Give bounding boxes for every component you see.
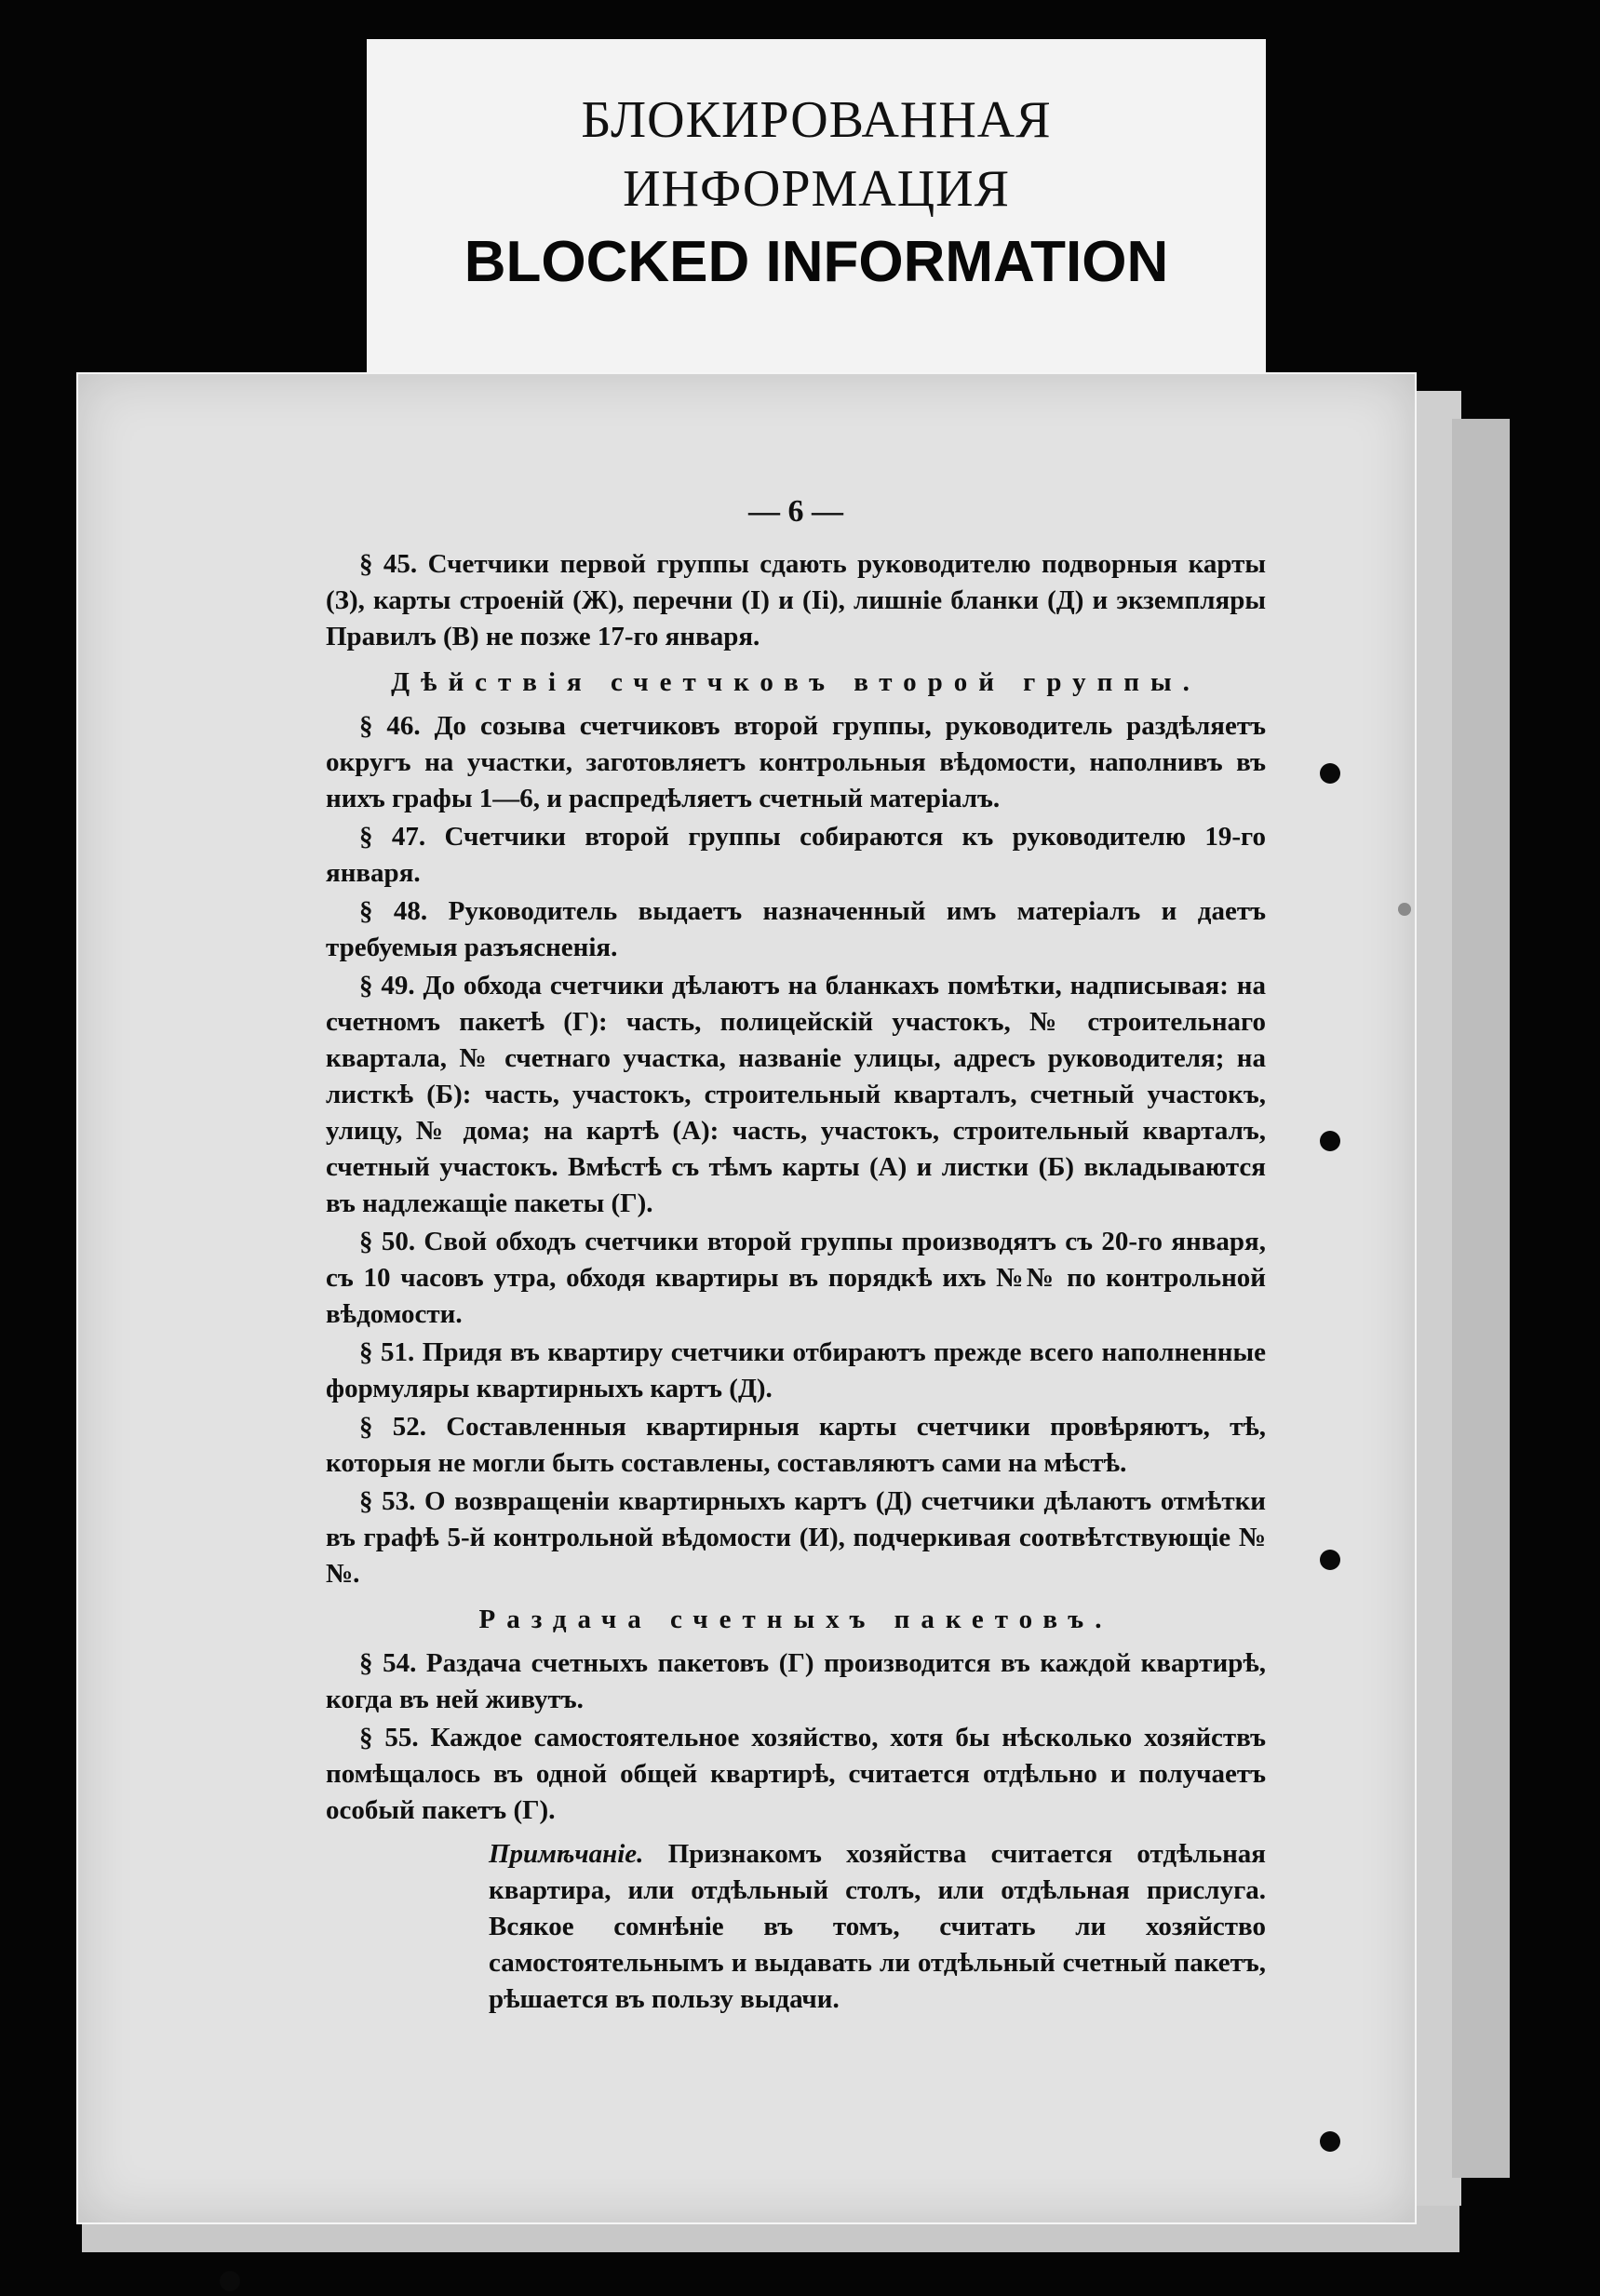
paragraph-46: § 46. До созыва счетчиковъ второй группы, руководитель раздѣляетъ округъ на участки, заготовляетъ контрольныя вѣдомости, наполнивъ въ нихъ графы 1—6, и распредѣляетъ счетный матеріалъ. (326, 711, 1266, 813)
paragraph-55: § 55. Каждое самостоятельное хозяйство, хотя бы нѣсколько хозяйствъ помѣщалось въ одной общей квартирѣ, считается отдѣльно и получаетъ особый пакетъ (Г). (326, 1723, 1266, 1825)
back-sheet-2 (1452, 419, 1510, 2178)
paragraph-48: § 48. Руководитель выдаетъ назначенный имъ матеріалъ и даетъ требуемыя разъясненія. (326, 896, 1266, 962)
note-text: Признакомъ хозяйства считается отдѣльная квартира, или отдѣльный столъ, или отдѣльная прислуга. Всякое сомнѣніе въ томъ, считать ли хозяйство самостоятельнымъ и выдавать ли отдѣльный счетный пакетъ, рѣшается въ пользу выдачи. (489, 1839, 1266, 2014)
binding-hole-3 (1320, 1131, 1340, 1151)
binding-hole-6 (220, 2271, 240, 2291)
note (489, 1836, 1266, 2018)
paragraph-54: § 54. Раздача счетныхъ пакетовъ (Г) производится въ каждой квартирѣ, когда въ ней живутъ. (326, 1648, 1266, 1714)
paragraph-53: § 53. О возвращеніи квартирныхъ картъ (Д) счетчики дѣлаютъ отмѣтки въ графѣ 5-й контрольной вѣдомости (И), подчеркивая соотвѣтствующіе №№. (326, 1486, 1266, 1589)
document-text (326, 493, 1266, 2018)
blocked-label-ru-2: ИНФОРМАЦИЯ (623, 160, 1010, 218)
paragraph-47: § 47. Счетчики второй группы собираются къ руководителю 19-го января. (326, 822, 1266, 888)
note-label: Примѣчаніе. (489, 1839, 644, 1869)
binding-hole-4 (1320, 1550, 1340, 1570)
binding-hole-1 (1320, 763, 1340, 784)
paragraph-50: § 50. Свой обходъ счетчики второй группы производятъ съ 20-го января, съ 10 часовъ утра, обходя квартиры въ порядкѣ ихъ №№ по контрольной вѣдомости. (326, 1227, 1266, 1329)
blocked-information-card (367, 39, 1266, 402)
paragraph-52: § 52. Составленныя квартирныя карты счетчики провѣряютъ, тѣ, которыя не могли быть составлены, составляютъ сами на мѣстѣ. (326, 1412, 1266, 1478)
section-heading-distribution: Раздача счетныхъ пакетовъ. (478, 1605, 1113, 1634)
binding-hole-5 (1320, 2131, 1340, 2152)
paragraph-49: § 49. До обхода счетчики дѣлаютъ на бланкахъ помѣтки, надписывая: на счетномъ пакетѣ (Г): часть, полицейскій участокъ, № строительнаго квартала, № счетнаго участка, названіе улицы, адресъ руководителя; на листкѣ (Б): часть, участокъ, строительный кварталъ, счетный участокъ, улицу, № дома; на картѣ (А): часть, участокъ, строительный кварталъ, счетный участокъ. Вмѣстѣ съ тѣмъ карты (А) и листки (Б) вкладываются въ надлежащіе пакеты (Г). (326, 971, 1266, 1218)
section-heading-second-group: Дѣйствія счетчковъ второй группы. (391, 667, 1201, 697)
page-number: — 6 — (748, 494, 843, 529)
blocked-label-en: BLOCKED INFORMATION (464, 230, 1169, 294)
paragraph-45: § 45. Счетчики первой группы сдають руководителю подворныя карты (З), карты строеній (Ж), перечни (I) и (Iі), лишніе бланки (Д) и экземпляры Правилъ (В) не позже 17-го января. (326, 549, 1266, 651)
paragraph-51: § 51. Придя въ квартиру счетчики отбираютъ прежде всего наполненные формуляры квартирныхъ картъ (Д). (326, 1337, 1266, 1403)
binding-hole-2 (1398, 903, 1411, 916)
blocked-label-ru-1: БЛОКИРОВАННАЯ (581, 91, 1052, 149)
